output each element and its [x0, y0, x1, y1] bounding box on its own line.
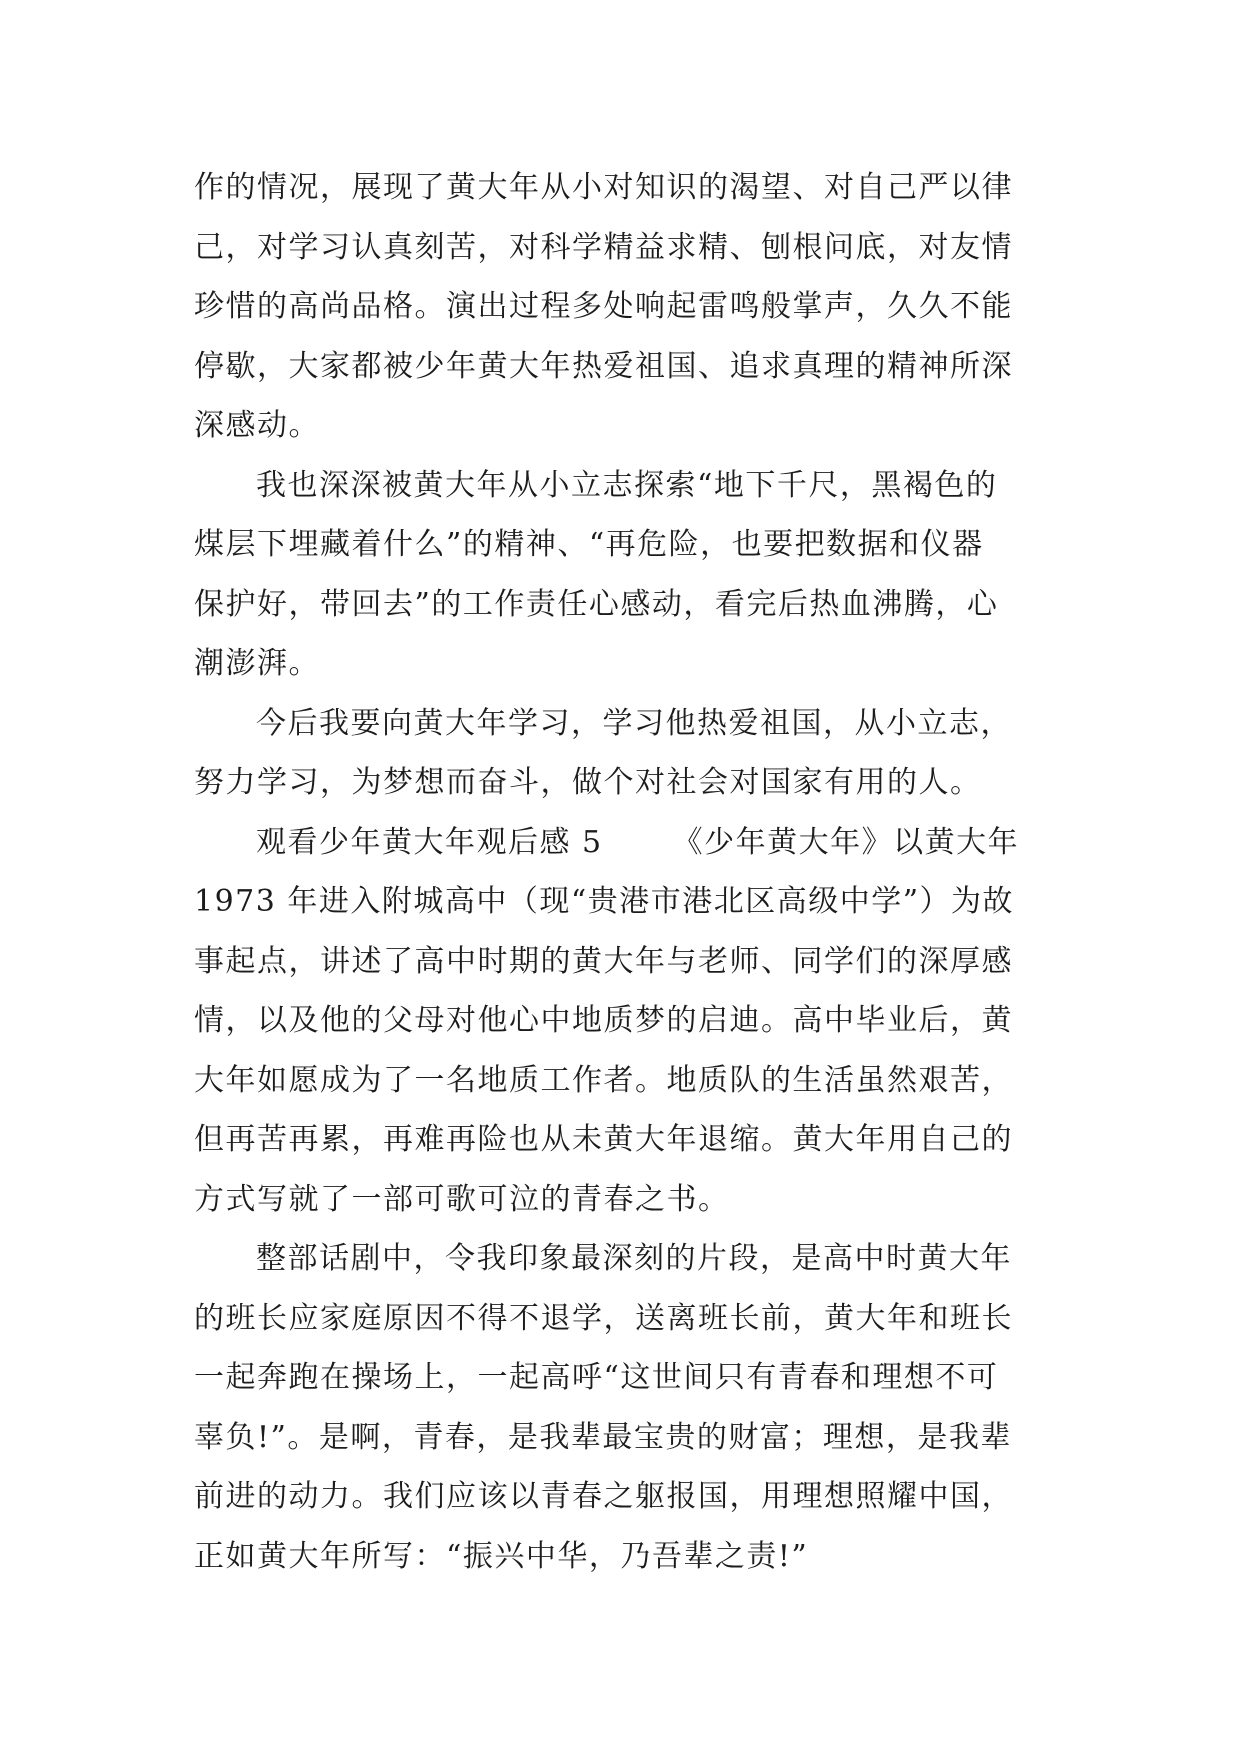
text-line: 己，对学习认真刻苦，对科学精益求精、刨根问底，对友情: [194, 229, 1013, 265]
text-line: 大年如愿成为了一名地质工作者。地质队的生活虽然艰苦，: [194, 1062, 1013, 1098]
text-line: 1973 年进入附城高中（现“贵港市港北区高级中学”）为故: [194, 884, 1015, 919]
text-line: 煤层下埋藏着什么”的精神、“再危险，也要把数据和仪器: [194, 527, 984, 562]
text-line: 潮澎湃。: [194, 646, 320, 681]
text-span: 《少年黄大年》以黄大年: [672, 824, 1020, 860]
paragraph: [194, 158, 1064, 456]
text-line: 深感动。: [194, 408, 320, 443]
text-line: 辜负!”。是啊，青春，是我辈最宝贵的财富；理想，是我辈: [194, 1419, 1012, 1455]
text-line: 努力学习，为梦想而奋斗，做个对社会对国家有用的人。: [194, 765, 982, 800]
text-line: 我也深深被黄大年从小立志探索“地下千尺，黑褐色的: [256, 467, 998, 503]
text-line: 方式写就了一部可歌可泣的青春之书。: [194, 1181, 730, 1217]
paragraph: [194, 456, 1064, 694]
text-line: 前进的动力。我们应该以青春之躯报国，用理想照耀中国，: [194, 1479, 1013, 1514]
section-heading-line: [194, 813, 1064, 873]
text-line: 作的情况，展现了黄大年从小对知识的渴望、对自己严以律: [194, 170, 1013, 205]
text-line: 情，以及他的父母对他心中地质梦的启迪。高中毕业后，黄: [194, 1003, 1013, 1038]
section-heading: 观看少年黄大年观后感 5: [256, 824, 603, 860]
text-line: 保护好，带回去”的工作责任心感动，看完后热血沸腾，心: [194, 586, 999, 622]
text-line: 的班长应家庭原因不得不退学，送离班长前，黄大年和班长: [194, 1300, 1013, 1336]
text-line: 正如黄大年所写：“振兴中华，乃吾辈之责!”: [194, 1538, 809, 1574]
paragraph: [194, 694, 1064, 813]
paragraph: [194, 813, 1064, 1230]
text-line: 整部话剧中，令我印象最深刻的片段，是高中时黄大年: [256, 1241, 1012, 1276]
paragraph: [194, 1229, 1064, 1586]
document-body: [194, 158, 1064, 1586]
text-line: 一起奔跑在操场上，一起高呼“这世间只有青春和理想不可: [194, 1360, 999, 1395]
text-line: 但再苦再累，再难再险也从未黄大年退缩。黄大年用自己的: [194, 1122, 1013, 1157]
text-line: 停歇，大家都被少年黄大年热爱祖国、追求真理的精神所深: [194, 348, 1013, 384]
text-line: 事起点，讲述了高中时期的黄大年与老师、同学们的深厚感: [194, 943, 1013, 979]
text-line: 今后我要向黄大年学习，学习他热爱祖国，从小立志，: [256, 705, 1012, 741]
text-line: 珍惜的高尚品格。演出过程多处响起雷鸣般掌声，久久不能: [194, 289, 1013, 324]
